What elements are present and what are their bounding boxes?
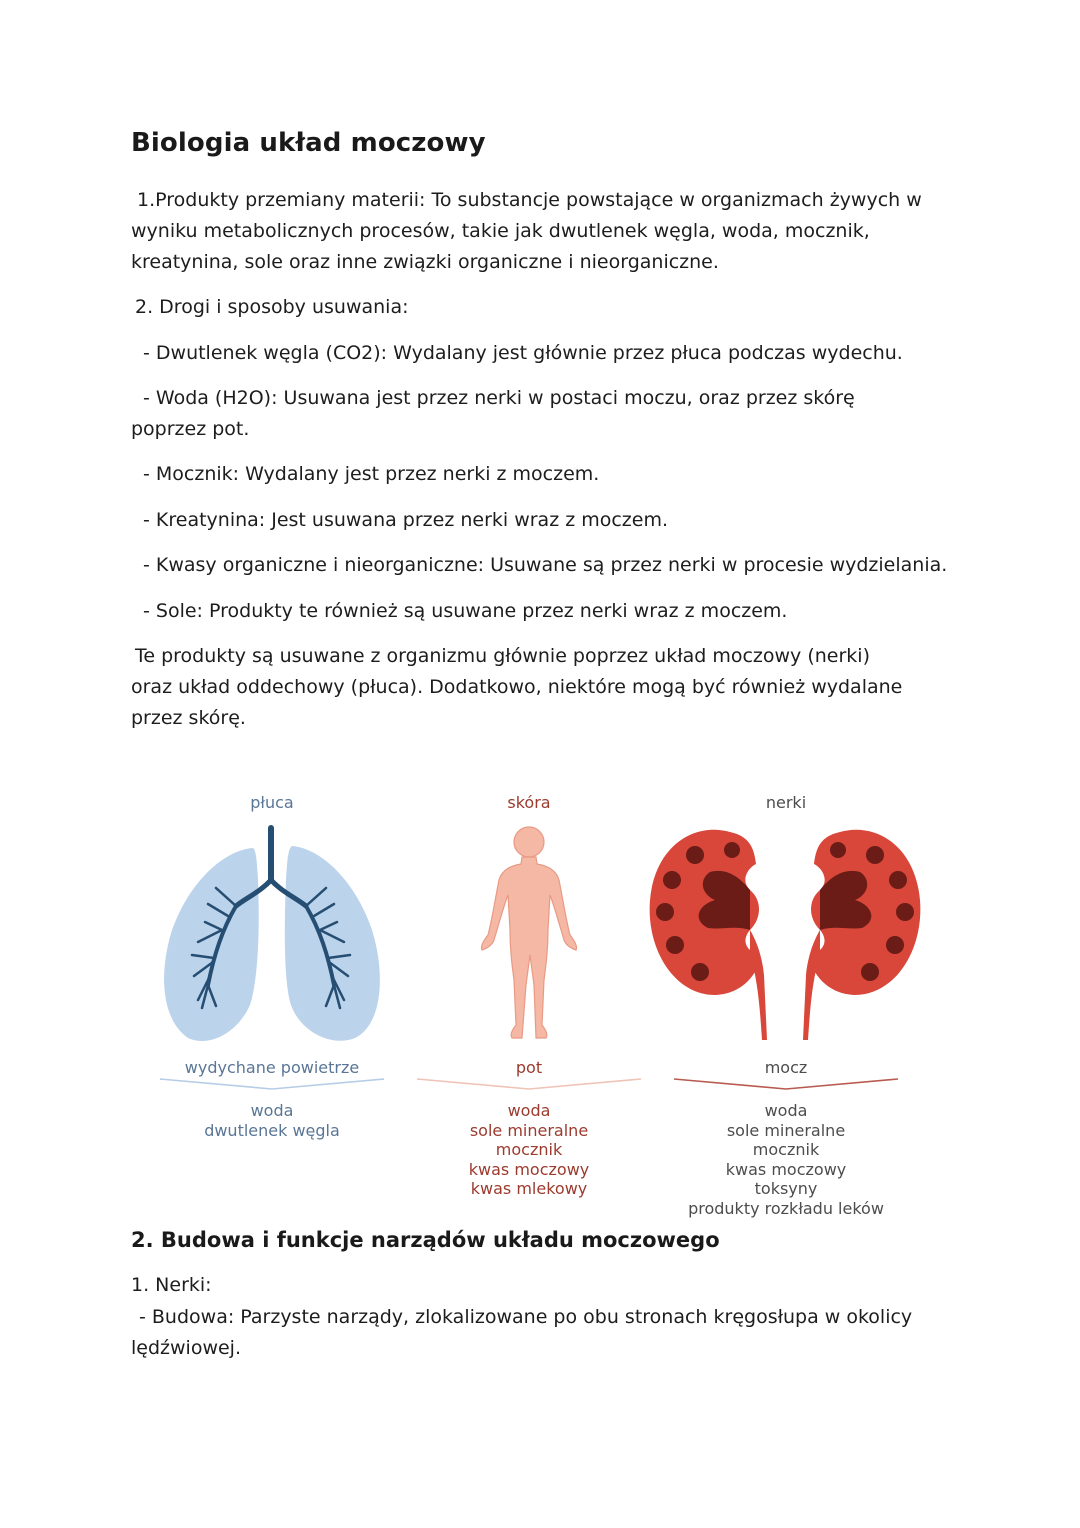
product-item: dwutlenek węgla <box>204 1120 340 1140</box>
paragraph-summary: Te produkty są usuwane z organizmu głównie poprzez układ moczowy (nerki) oraz układ oddechowy (płuca). Dodatkowo, niektóre mogą być również wydalane przez skórę. <box>131 645 903 729</box>
right-ureter <box>803 930 820 1040</box>
left-lung <box>164 848 259 1041</box>
products-kidneys <box>666 1101 906 1218</box>
right-lung <box>285 846 380 1041</box>
left-ureter <box>750 930 767 1040</box>
product-item: toksyny <box>754 1179 818 1198</box>
product-item: mocznik <box>495 1140 563 1159</box>
products-lungs <box>152 1101 392 1140</box>
route-label-exhaled-air: wydychane powietrze <box>184 1058 360 1077</box>
list-item-kidney-structure: - Budowa: Parzyste narządy, zlokalizowane po obu stronach kręgosłupa w okolicy lędźwiowej. <box>131 1306 913 1359</box>
divider-lines <box>150 1076 930 1096</box>
route-label-sweat: pot <box>515 1058 543 1077</box>
paragraph-metabolism-products: 1.Produkty przemiany materii: To substancje powstające w organizmach żywych w wyniku metabolicznych procesów, takie jak dwutlenek węgla, woda, mocznik, kreatynina, sole oraz inne związki organiczne i nieorganiczne. <box>131 189 922 273</box>
list-item-urea: - Mocznik: Wydalany jest przez nerki z moczem. <box>143 463 600 485</box>
kidneys-illustration <box>650 830 921 1040</box>
lungs-illustration <box>164 828 380 1041</box>
list-item-salts: - Sole: Produkty te również są usuwane przez nerki wraz z moczem. <box>143 600 788 622</box>
product-item: produkty rozkładu leków <box>688 1198 884 1218</box>
section-heading-urinary-organs: 2. Budowa i funkcje narządów układu moczowego <box>131 1228 720 1252</box>
route-label-urine: mocz <box>764 1058 808 1077</box>
skin-divider-line <box>417 1079 641 1089</box>
product-item: sole mineralne <box>469 1120 589 1140</box>
organs-illustration <box>150 780 930 1080</box>
product-item: mocznik <box>752 1140 820 1159</box>
list-item-kidneys: 1. Nerki: <box>131 1274 212 1296</box>
list-item-acids: - Kwasy organiczne i nieorganiczne: Usuwane są przez nerki w procesie wydzielania. <box>143 554 948 576</box>
lungs-divider-line <box>160 1079 384 1089</box>
paragraph-removal-routes-heading: 2. Drogi i sposoby usuwania: <box>135 296 409 318</box>
organ-label-lungs: płuca <box>250 793 294 812</box>
product-item: kwas moczowy <box>725 1159 847 1179</box>
product-item: kwas moczowy <box>468 1159 590 1179</box>
list-item-water: - Woda (H2O): Usuwana jest przez nerki w postaci moczu, oraz przez skórę poprzez pot. <box>131 387 855 440</box>
excretion-figure <box>150 780 930 1220</box>
organ-label-skin: skóra <box>507 793 551 812</box>
product-item: sole mineralne <box>726 1120 846 1140</box>
products-skin <box>409 1101 649 1199</box>
list-item-co2: - Dwutlenek węgla (CO2): Wydalany jest głównie przez płuca podczas wydechu. <box>143 342 903 364</box>
torso-and-limbs <box>481 857 576 1038</box>
kidneys-divider-line <box>674 1079 898 1089</box>
organ-label-kidneys: nerki <box>765 793 807 812</box>
document-title: Biologia układ moczowy <box>131 128 486 158</box>
head <box>514 827 544 857</box>
list-item-creatinine: - Kreatynina: Jest usuwana przez nerki wraz z moczem. <box>143 509 669 531</box>
product-item: kwas mlekowy <box>470 1179 588 1198</box>
product-item: woda <box>250 1101 294 1120</box>
product-item: woda <box>764 1101 808 1120</box>
human-body-illustration <box>481 827 576 1038</box>
product-item: woda <box>507 1101 551 1120</box>
